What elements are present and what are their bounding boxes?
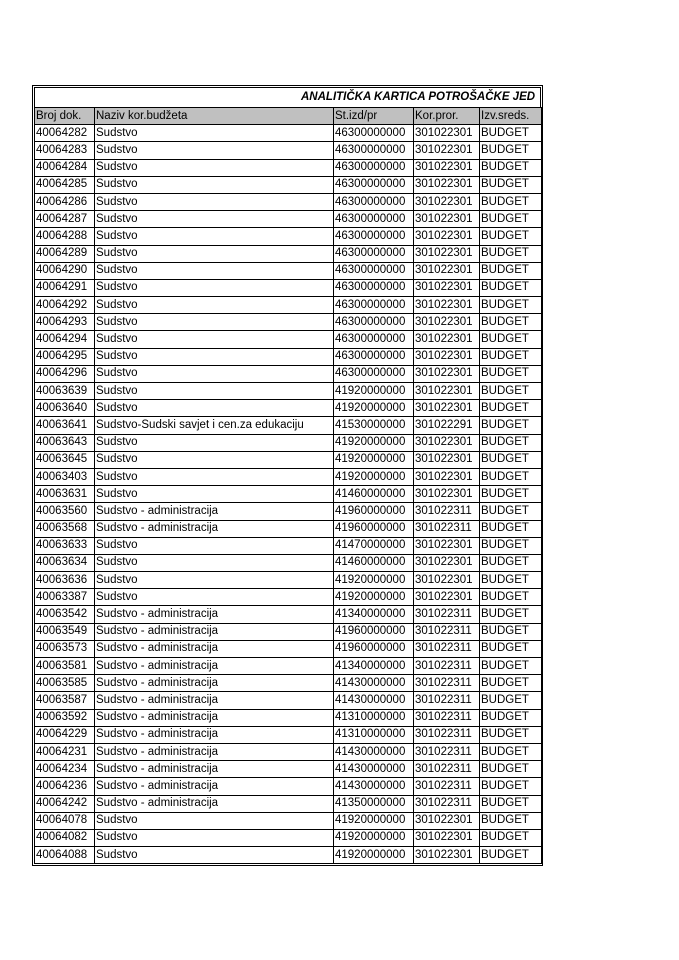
table-row [35,211,542,228]
cell-doc-number: 40063568 [35,520,95,537]
cell-expense-item: 41310000000 [334,709,414,726]
cell-doc-number: 40064293 [35,314,95,331]
cell-doc-number: 40064082 [35,829,95,846]
cell-funding-source: BUDGET [480,761,542,778]
cell-budget-user-code: 301022301 [414,486,480,503]
table-row [35,262,542,279]
cell-expense-item: 41310000000 [334,726,414,743]
table-row [35,279,542,296]
cell-funding-source: BUDGET [480,847,542,864]
table-row [35,228,542,245]
cell-funding-source: BUDGET [480,211,542,228]
cell-expense-item: 46300000000 [334,348,414,365]
table-row [35,434,542,451]
cell-funding-source: BUDGET [480,176,542,193]
table-row [35,606,542,623]
cell-expense-item: 41430000000 [334,675,414,692]
cell-budget-user-code: 301022311 [414,709,480,726]
cell-budget-user-name: Sudstvo - administracija [95,503,334,520]
cell-funding-source: BUDGET [480,503,542,520]
cell-expense-item: 46300000000 [334,211,414,228]
cell-budget-user-code: 301022311 [414,520,480,537]
cell-budget-user-name: Sudstvo [95,847,334,864]
table-row [35,400,542,417]
cell-budget-user-code: 301022301 [414,537,480,554]
cell-doc-number: 40064295 [35,348,95,365]
cell-expense-item: 46300000000 [334,365,414,382]
table-row [35,640,542,657]
cell-budget-user-name: Sudstvo - administracija [95,606,334,623]
cell-doc-number: 40064287 [35,211,95,228]
cell-expense-item: 41920000000 [334,572,414,589]
cell-budget-user-name: Sudstvo [95,159,334,176]
cell-funding-source: BUDGET [480,726,542,743]
table-row [35,572,542,589]
cell-doc-number: 40064234 [35,761,95,778]
cell-budget-user-name: Sudstvo [95,297,334,314]
cell-doc-number: 40063641 [35,417,95,434]
ledger-table [34,107,542,864]
col-header-budget-user-code: Kor.pror. [414,108,480,125]
cell-expense-item: 41960000000 [334,640,414,657]
cell-expense-item: 41960000000 [334,503,414,520]
col-header-budget-user-name: Naziv kor.budžeta [95,108,334,125]
cell-funding-source: BUDGET [480,675,542,692]
cell-budget-user-code: 301022311 [414,778,480,795]
cell-funding-source: BUDGET [480,245,542,262]
table-row [35,709,542,726]
cell-budget-user-code: 301022311 [414,743,480,760]
cell-doc-number: 40063587 [35,692,95,709]
cell-expense-item: 46300000000 [334,297,414,314]
cell-funding-source: BUDGET [480,434,542,451]
report-sheet [32,85,543,866]
cell-expense-item: 41460000000 [334,486,414,503]
cell-funding-source: BUDGET [480,829,542,846]
cell-budget-user-code: 301022301 [414,314,480,331]
cell-doc-number: 40063573 [35,640,95,657]
cell-doc-number: 40064289 [35,245,95,262]
table-row [35,125,542,142]
cell-expense-item: 41920000000 [334,829,414,846]
cell-doc-number: 40063633 [35,537,95,554]
cell-funding-source: BUDGET [480,486,542,503]
table-row [35,503,542,520]
cell-expense-item: 46300000000 [334,314,414,331]
table-row [35,331,542,348]
cell-funding-source: BUDGET [480,520,542,537]
cell-expense-item: 46300000000 [334,176,414,193]
cell-funding-source: BUDGET [480,640,542,657]
table-row [35,193,542,210]
cell-budget-user-code: 301022301 [414,176,480,193]
table-row [35,554,542,571]
cell-budget-user-name: Sudstvo [95,193,334,210]
cell-budget-user-name: Sudstvo [95,572,334,589]
cell-budget-user-name: Sudstvo [95,176,334,193]
cell-doc-number: 40063403 [35,468,95,485]
cell-expense-item: 41430000000 [334,761,414,778]
cell-doc-number: 40063592 [35,709,95,726]
cell-funding-source: BUDGET [480,279,542,296]
table-row [35,159,542,176]
cell-expense-item: 41530000000 [334,417,414,434]
table-row [35,589,542,606]
cell-doc-number: 40064292 [35,297,95,314]
cell-expense-item: 41960000000 [334,520,414,537]
cell-doc-number: 40063581 [35,658,95,675]
cell-budget-user-name: Sudstvo [95,486,334,503]
cell-expense-item: 41430000000 [334,692,414,709]
cell-budget-user-code: 301022311 [414,726,480,743]
table-body [35,125,542,864]
cell-doc-number: 40064296 [35,365,95,382]
cell-budget-user-code: 301022301 [414,262,480,279]
col-header-expense-item: St.izd/pr [334,108,414,125]
cell-budget-user-name: Sudstvo - administracija [95,743,334,760]
cell-doc-number: 40064088 [35,847,95,864]
cell-budget-user-name: Sudstvo [95,554,334,571]
cell-doc-number: 40064236 [35,778,95,795]
cell-doc-number: 40064294 [35,331,95,348]
cell-budget-user-code: 301022301 [414,383,480,400]
cell-funding-source: BUDGET [480,142,542,159]
cell-funding-source: BUDGET [480,812,542,829]
cell-budget-user-name: Sudstvo [95,331,334,348]
cell-expense-item: 41920000000 [334,468,414,485]
cell-funding-source: BUDGET [480,159,542,176]
table-row [35,417,542,434]
cell-budget-user-name: Sudstvo [95,348,334,365]
cell-funding-source: BUDGET [480,743,542,760]
cell-expense-item: 46300000000 [334,245,414,262]
cell-budget-user-name: Sudstvo - administracija [95,778,334,795]
cell-budget-user-code: 301022301 [414,245,480,262]
cell-budget-user-code: 301022301 [414,451,480,468]
cell-doc-number: 40063636 [35,572,95,589]
cell-doc-number: 40064285 [35,176,95,193]
cell-funding-source: BUDGET [480,193,542,210]
cell-budget-user-code: 301022301 [414,554,480,571]
cell-funding-source: BUDGET [480,383,542,400]
table-header-row [35,108,542,125]
cell-budget-user-code: 301022301 [414,400,480,417]
cell-budget-user-code: 301022311 [414,640,480,657]
table-row [35,829,542,846]
cell-expense-item: 41920000000 [334,847,414,864]
cell-funding-source: BUDGET [480,709,542,726]
cell-budget-user-name: Sudstvo - administracija [95,709,334,726]
col-header-funding-source: Izv.sreds. [480,108,542,125]
cell-expense-item: 41920000000 [334,400,414,417]
cell-doc-number: 40064229 [35,726,95,743]
cell-budget-user-code: 301022301 [414,812,480,829]
table-row [35,761,542,778]
cell-budget-user-code: 301022311 [414,675,480,692]
cell-expense-item: 41460000000 [334,554,414,571]
cell-expense-item: 41430000000 [334,778,414,795]
table-row [35,142,542,159]
cell-doc-number: 40064078 [35,812,95,829]
cell-doc-number: 40064282 [35,125,95,142]
cell-expense-item: 46300000000 [334,125,414,142]
cell-doc-number: 40063585 [35,675,95,692]
cell-funding-source: BUDGET [480,262,542,279]
cell-budget-user-code: 301022311 [414,692,480,709]
cell-expense-item: 46300000000 [334,159,414,176]
cell-budget-user-name: Sudstvo [95,812,334,829]
cell-budget-user-code: 301022311 [414,795,480,812]
cell-doc-number: 40064286 [35,193,95,210]
table-row [35,812,542,829]
col-header-doc-number: Broj dok. [35,108,95,125]
report-title: ANALITIČKA KARTICA POTROŠAČKE JED [301,91,536,103]
cell-budget-user-name: Sudstvo - administracija [95,795,334,812]
cell-budget-user-code: 301022301 [414,159,480,176]
table-row [35,451,542,468]
cell-budget-user-name: Sudstvo - administracija [95,640,334,657]
table-row [35,365,542,382]
cell-budget-user-code: 301022311 [414,623,480,640]
cell-budget-user-name: Sudstvo [95,142,334,159]
cell-budget-user-code: 301022301 [414,228,480,245]
table-row [35,468,542,485]
cell-funding-source: BUDGET [480,572,542,589]
cell-budget-user-code: 301022311 [414,761,480,778]
cell-budget-user-code: 301022301 [414,211,480,228]
cell-funding-source: BUDGET [480,692,542,709]
cell-expense-item: 46300000000 [334,279,414,296]
cell-expense-item: 41920000000 [334,589,414,606]
cell-budget-user-name: Sudstvo [95,245,334,262]
cell-doc-number: 40063542 [35,606,95,623]
table-row [35,726,542,743]
cell-budget-user-name: Sudstvo [95,279,334,296]
table-row [35,176,542,193]
cell-budget-user-name: Sudstvo [95,314,334,331]
cell-budget-user-code: 301022301 [414,468,480,485]
cell-expense-item: 46300000000 [334,228,414,245]
cell-budget-user-name: Sudstvo [95,211,334,228]
cell-funding-source: BUDGET [480,778,542,795]
cell-budget-user-name: Sudstvo [95,829,334,846]
cell-budget-user-code: 301022301 [414,572,480,589]
cell-doc-number: 40064284 [35,159,95,176]
cell-budget-user-code: 301022301 [414,125,480,142]
cell-expense-item: 41430000000 [334,743,414,760]
cell-doc-number: 40064283 [35,142,95,159]
cell-budget-user-code: 301022301 [414,331,480,348]
cell-funding-source: BUDGET [480,623,542,640]
cell-budget-user-name: Sudstvo [95,125,334,142]
cell-funding-source: BUDGET [480,451,542,468]
cell-budget-user-name: Sudstvo - administracija [95,726,334,743]
cell-budget-user-code: 301022301 [414,279,480,296]
table-row [35,847,542,864]
cell-budget-user-name: Sudstvo [95,365,334,382]
cell-budget-user-code: 301022301 [414,297,480,314]
table-row [35,692,542,709]
cell-doc-number: 40064288 [35,228,95,245]
cell-doc-number: 40064231 [35,743,95,760]
cell-budget-user-code: 301022311 [414,503,480,520]
cell-funding-source: BUDGET [480,400,542,417]
cell-budget-user-name: Sudstvo - administracija [95,623,334,640]
table-row [35,658,542,675]
table-row [35,537,542,554]
cell-expense-item: 46300000000 [334,331,414,348]
cell-budget-user-code: 301022301 [414,829,480,846]
cell-budget-user-name: Sudstvo [95,451,334,468]
cell-funding-source: BUDGET [480,228,542,245]
cell-expense-item: 41340000000 [334,606,414,623]
cell-budget-user-name: Sudstvo - administracija [95,520,334,537]
cell-funding-source: BUDGET [480,537,542,554]
cell-doc-number: 40064291 [35,279,95,296]
cell-doc-number: 40063639 [35,383,95,400]
cell-expense-item: 41920000000 [334,812,414,829]
report-title-row [34,87,541,107]
cell-funding-source: BUDGET [480,554,542,571]
cell-funding-source: BUDGET [480,125,542,142]
cell-budget-user-name: Sudstvo - administracija [95,658,334,675]
table-row [35,297,542,314]
cell-expense-item: 41350000000 [334,795,414,812]
table-row [35,743,542,760]
cell-budget-user-name: Sudstvo [95,434,334,451]
cell-funding-source: BUDGET [480,795,542,812]
cell-budget-user-code: 301022301 [414,142,480,159]
cell-budget-user-code: 301022301 [414,348,480,365]
cell-budget-user-name: Sudstvo - administracija [95,692,334,709]
cell-budget-user-name: Sudstvo [95,400,334,417]
cell-funding-source: BUDGET [480,297,542,314]
cell-budget-user-code: 301022311 [414,658,480,675]
cell-doc-number: 40063640 [35,400,95,417]
cell-budget-user-code: 301022291 [414,417,480,434]
table-row [35,383,542,400]
cell-budget-user-name: Sudstvo [95,589,334,606]
cell-doc-number: 40064290 [35,262,95,279]
cell-budget-user-name: Sudstvo-Sudski savjet i cen.za edukaciju [95,417,334,434]
cell-budget-user-code: 301022301 [414,847,480,864]
cell-doc-number: 40063631 [35,486,95,503]
table-row [35,314,542,331]
cell-funding-source: BUDGET [480,658,542,675]
cell-funding-source: BUDGET [480,606,542,623]
cell-expense-item: 41920000000 [334,451,414,468]
cell-budget-user-code: 301022301 [414,589,480,606]
cell-expense-item: 46300000000 [334,142,414,159]
cell-funding-source: BUDGET [480,365,542,382]
table-row [35,623,542,640]
cell-budget-user-name: Sudstvo [95,228,334,245]
table-row [35,778,542,795]
cell-funding-source: BUDGET [480,331,542,348]
table-row [35,795,542,812]
cell-budget-user-code: 301022301 [414,193,480,210]
cell-budget-user-name: Sudstvo [95,262,334,279]
table-row [35,486,542,503]
cell-doc-number: 40063643 [35,434,95,451]
cell-expense-item: 41920000000 [334,434,414,451]
cell-doc-number: 40064242 [35,795,95,812]
cell-funding-source: BUDGET [480,348,542,365]
cell-expense-item: 41340000000 [334,658,414,675]
cell-expense-item: 46300000000 [334,262,414,279]
cell-budget-user-code: 301022301 [414,434,480,451]
cell-budget-user-code: 301022311 [414,606,480,623]
table-row [35,245,542,262]
cell-funding-source: BUDGET [480,417,542,434]
cell-funding-source: BUDGET [480,589,542,606]
cell-budget-user-name: Sudstvo [95,468,334,485]
cell-expense-item: 46300000000 [334,193,414,210]
cell-doc-number: 40063645 [35,451,95,468]
cell-budget-user-name: Sudstvo [95,537,334,554]
cell-doc-number: 40063549 [35,623,95,640]
cell-doc-number: 40063634 [35,554,95,571]
cell-doc-number: 40063560 [35,503,95,520]
table-row [35,520,542,537]
cell-expense-item: 41470000000 [334,537,414,554]
cell-budget-user-name: Sudstvo - administracija [95,675,334,692]
cell-budget-user-name: Sudstvo - administracija [95,761,334,778]
cell-expense-item: 41920000000 [334,383,414,400]
cell-budget-user-name: Sudstvo [95,383,334,400]
cell-funding-source: BUDGET [480,468,542,485]
table-row [35,675,542,692]
cell-doc-number: 40063387 [35,589,95,606]
cell-funding-source: BUDGET [480,314,542,331]
table-row [35,348,542,365]
cell-expense-item: 41960000000 [334,623,414,640]
cell-budget-user-code: 301022301 [414,365,480,382]
